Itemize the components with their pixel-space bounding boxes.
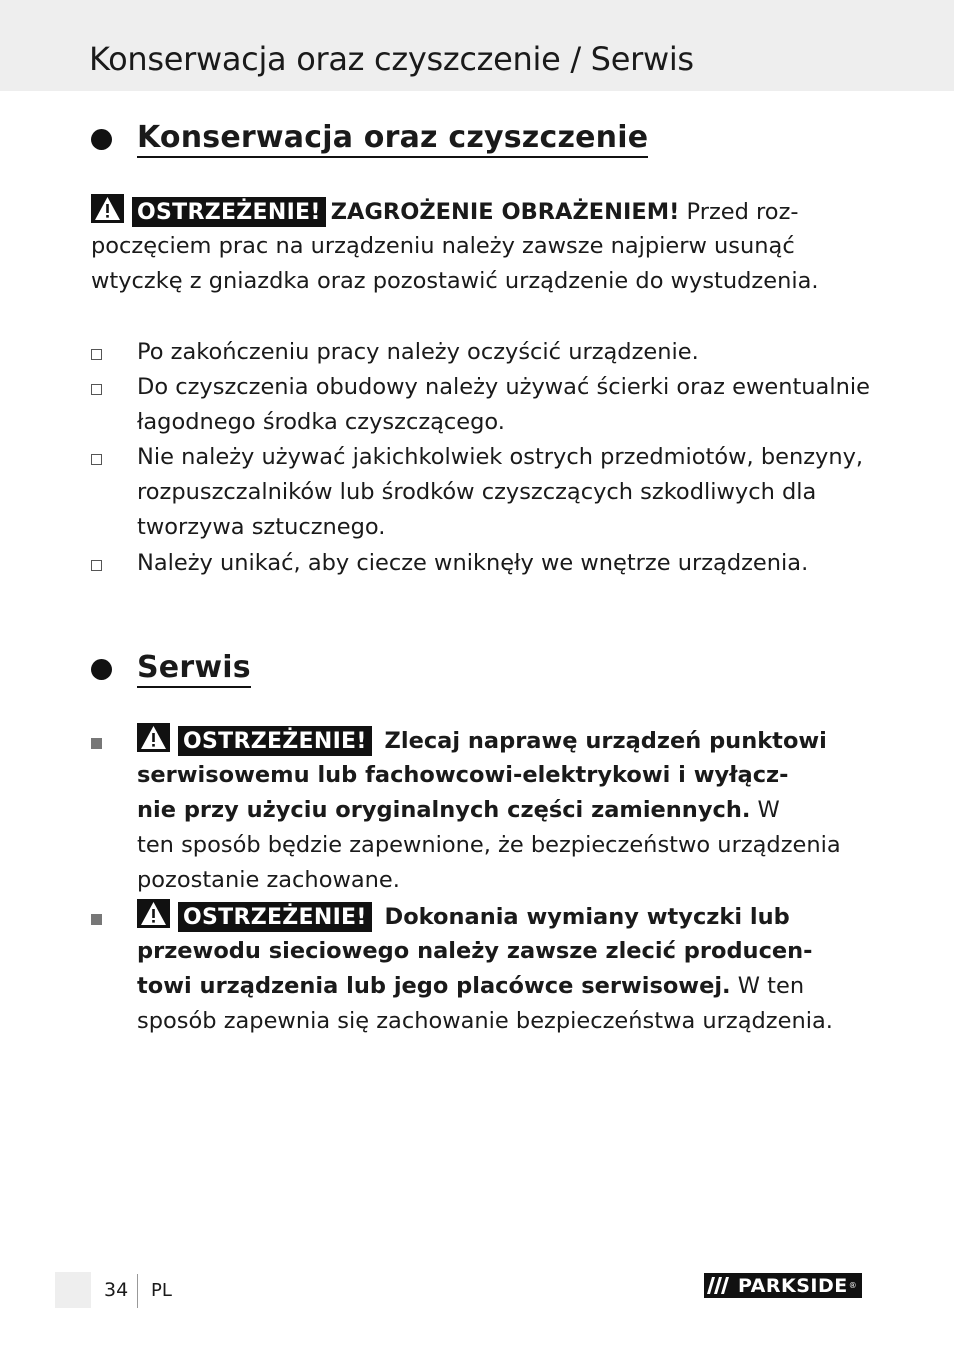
service-line [137, 899, 790, 935]
section-bullet-icon [91, 129, 112, 150]
section-heading-konserwacja [91, 120, 648, 158]
service-bold-text: nie przy użyciu oryginalnych części zamiennych. [137, 797, 751, 823]
square-bullet-icon [91, 914, 102, 925]
page-number: 34 [104, 1279, 129, 1301]
warning-label: OSTRZEŻENIE! [132, 197, 326, 227]
section-bullet-icon [91, 659, 112, 680]
warning-label: OSTRZEŻENIE! [178, 902, 372, 932]
checkbox-icon [91, 560, 102, 571]
section-title: Konserwacja oraz czyszczenie [137, 120, 648, 158]
warning-text-line: poczęciem prac na urządzeniu należy zawsze najpierw usunąć [91, 233, 795, 259]
warning-triangle-icon [137, 899, 170, 928]
warning-paragraph [91, 194, 871, 230]
brand-name: PARKSIDE [738, 1274, 848, 1297]
warning-text-line: Przed roz- [679, 199, 799, 225]
list-item-text: Do czyszczenia obudowy należy używać ścierki oraz ewentualnie [137, 374, 870, 400]
service-text: W [750, 797, 780, 823]
page-header-title: Konserwacja oraz czyszczenie / Serwis [89, 40, 694, 78]
service-bold-text: towi urządzenia lub jego placówce serwisowej. [137, 973, 731, 999]
section-title: Serwis [137, 650, 251, 688]
warning-label: OSTRZEŻENIE! [178, 726, 372, 756]
list-item-text: rozpuszczalników lub środków czyszczących szkodliwych dla [137, 479, 817, 505]
service-bold-text: serwisowemu lub fachowcowi-elektrykowi i wyłącz- [137, 762, 789, 788]
footer-tab [55, 1272, 91, 1308]
service-bold-text: Zlecaj naprawę urządzeń punktowi [376, 728, 827, 754]
parkside-logo [704, 1273, 862, 1298]
list-item-text: tworzywa sztucznego. [137, 514, 386, 540]
service-bold-text: Dokonania wymiany wtyczki lub [376, 904, 790, 930]
list-item-text: Nie należy używać jakichkolwiek ostrych przedmiotów, benzyny, [137, 444, 864, 470]
list-item-text: Po zakończeniu pracy należy oczyścić urządzenie. [137, 339, 699, 365]
service-line [137, 723, 827, 759]
logo-stripes-icon [704, 1273, 736, 1298]
warning-text-line: wtyczkę z gniazdka oraz pozostawić urządzenie do wystudzenia. [91, 268, 819, 294]
warning-triangle-icon [137, 723, 170, 752]
service-text: sposób zapewnia się zachowanie bezpieczeństwa urządzenia. [137, 1008, 833, 1034]
footer-divider [137, 1274, 138, 1308]
service-text: pozostanie zachowane. [137, 867, 400, 893]
service-bold-text: przewodu sieciowego należy zawsze zlecić producen- [137, 938, 813, 964]
warning-bold-text: ZAGROŻENIE OBRAŻENIEM! [330, 199, 680, 225]
list-item-text: Należy unikać, aby ciecze wniknęły we wnętrze urządzenia. [137, 550, 809, 576]
language-code: PL [151, 1280, 172, 1301]
service-text: W ten [730, 973, 805, 999]
checkbox-icon [91, 384, 102, 395]
service-text: ten sposób będzie zapewnione, że bezpieczeństwo urządzenia [137, 832, 841, 858]
warning-triangle-icon [91, 194, 124, 223]
checkbox-icon [91, 454, 102, 465]
section-heading-serwis [91, 650, 251, 688]
list-item-text: łagodnego środka czyszczącego. [137, 409, 505, 435]
checkbox-icon [91, 349, 102, 360]
registered-mark: ® [848, 1281, 857, 1290]
square-bullet-icon [91, 738, 102, 749]
